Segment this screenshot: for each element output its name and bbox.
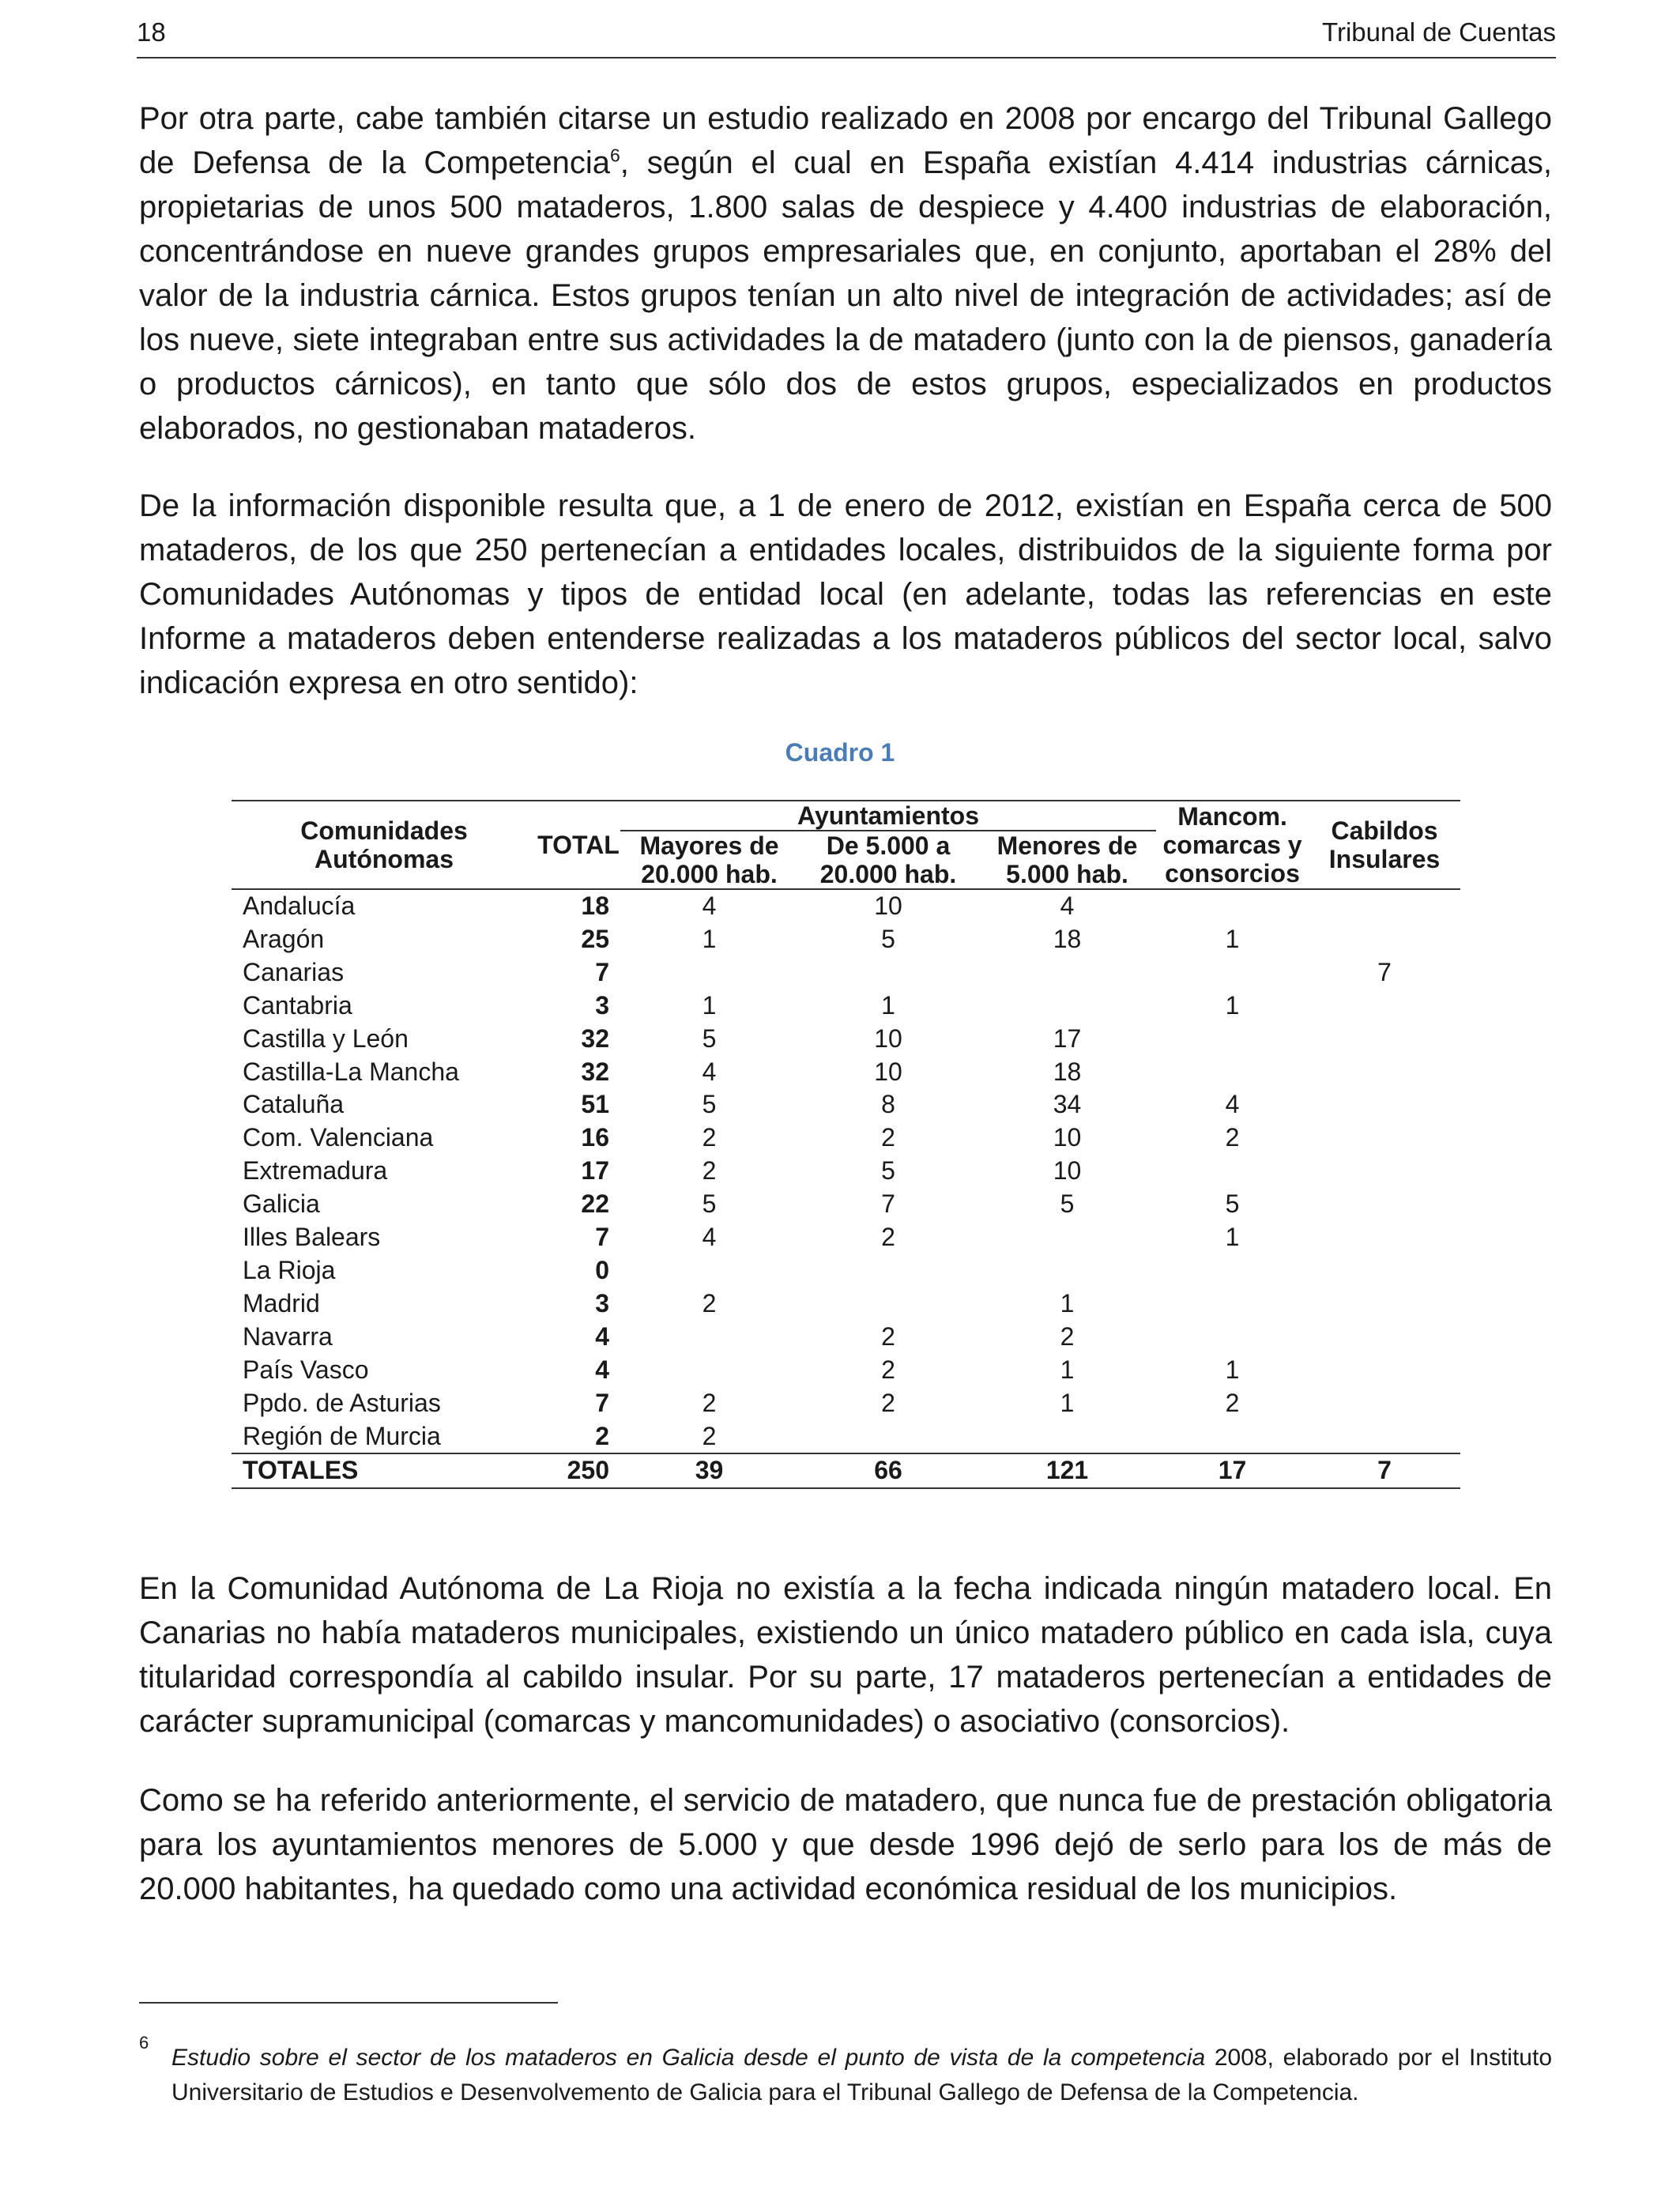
cell-name: Castilla y León (243, 1023, 409, 1053)
cell-mayores: 2 (702, 1388, 717, 1417)
cell-name: La Rioja (243, 1255, 336, 1284)
cell-cabildos (1309, 1420, 1460, 1454)
header-total: TOTAL (537, 801, 620, 889)
header-menores: Menores de (996, 831, 1138, 860)
cell-mancom: 2 (1225, 1123, 1240, 1152)
cell-mancom: 1 (1225, 1223, 1240, 1252)
totals-row (232, 1453, 1460, 1488)
cell-mancom: 1 (1225, 990, 1240, 1020)
cell-menores: 10 (1053, 1156, 1082, 1186)
footnote-reference[interactable]: 6 (610, 145, 620, 166)
cell-mancom (1156, 1420, 1309, 1454)
cell-total: 22 (581, 1189, 609, 1219)
cell-de5000: 8 (881, 1090, 895, 1119)
cell-mancom: 2 (1225, 1388, 1240, 1417)
cell-mancom (1156, 1155, 1309, 1188)
cell-menores: 10 (1053, 1123, 1082, 1152)
cell-mayores: 5 (702, 1189, 717, 1219)
cell-mancom (1156, 956, 1309, 990)
cell-mancom (1156, 1023, 1309, 1056)
cell-cabildos (1309, 1188, 1460, 1221)
header-mayores: Mayores de (639, 831, 779, 860)
cell-mayores: 5 (702, 1023, 717, 1053)
cell-mancom: 1 (1225, 1355, 1240, 1384)
cell-name: Navarra (243, 1321, 333, 1351)
cell-total: 3 (595, 1288, 609, 1318)
cell-mayores: 1 (702, 924, 717, 953)
cell-menores: 18 (1053, 924, 1082, 953)
cell-cabildos (1309, 1122, 1460, 1155)
cell-cabildos (1309, 1387, 1460, 1420)
paragraph-1-text-a: Por otra parte, cabe también citarse un estudio realizado en 2008 por encargo del Tribunal Gallego de Defensa de la Competencia (139, 101, 1552, 180)
footnote-separator (139, 2002, 558, 2004)
cell-mayores: 4 (702, 1223, 717, 1252)
header-cabildos: Cabildos Insulares (1309, 801, 1460, 889)
cell-total: 16 (581, 1123, 609, 1152)
cell-de5000 (798, 1254, 978, 1287)
cell-total: 17 (581, 1156, 609, 1186)
cell-de5000 (798, 956, 978, 990)
cell-mayores: 39 (620, 1453, 798, 1488)
header-de5000: De 5.000 a (826, 831, 951, 860)
cell-de5000: 5 (881, 924, 895, 953)
cell-total: 7 (595, 1388, 609, 1417)
paragraph-3: En la Comunidad Autónoma de La Rioja no existía a la fecha indicada ningún matadero local. En Canarias no había mataderos municipales, existiendo un único matadero público en cada isla, cuya titularidad correspondía al cabildo insular. Por su parte, 17 mataderos pertenecían a entidades de carácter supramunicipal (comarcas y mancomunidades) o asociativo (consorcios). (139, 1571, 1552, 1739)
cell-mancom (1156, 1254, 1309, 1287)
cell-mayores: 1 (702, 990, 717, 1020)
cell-de5000: 10 (874, 1023, 902, 1053)
cell-menores (978, 1420, 1156, 1454)
cell-total: 0 (595, 1255, 609, 1284)
paragraph-1-text-b: , según el cual en España existían 4.414 industrias cárnicas, propietarias de unos 500 mataderos, 1.800 salas de despiece y 4.400 industrias de elaboración, concentrándose en nueve grandes grupos empresariales que, en conjunto, aportaban el 28% del valor de la industria cárnica. Estos grupos tenían un alto nivel de integración de actividades; así de los nueve, siete integraban entre sus actividades la de matadero (junto con la de piensos, ganadería o productos cárnicos), en tanto que sólo dos de estos grupos, especializados en productos elaborados, no gestionaban mataderos. (139, 145, 1552, 446)
cell-cabildos (1309, 889, 1460, 923)
cell-de5000: 7 (881, 1189, 895, 1219)
cell-total: 32 (581, 1057, 609, 1086)
header-mayores-sub: 20.000 hab. (620, 860, 798, 889)
cell-de5000: 2 (881, 1321, 895, 1351)
header-ayuntamientos: Ayuntamientos (620, 801, 1156, 831)
cell-de5000 (798, 1420, 978, 1454)
paragraph-2: De la información disponible resulta que, a 1 de enero de 2012, existían en España cerca de 500 mataderos, de los que 250 pertenecían a entidades locales, distribuidos de la siguiente forma por Comunidades Autónomas y tipos de entidad local (en adelante, todas las referencias en este Informe a mataderos deben entenderse realizadas a los mataderos públicos del sector local, salvo indicación expresa en otro sentido): (139, 488, 1552, 700)
cell-total: 4 (595, 1321, 609, 1351)
cell-menores (978, 956, 1156, 990)
cell-cabildos: 7 (1309, 1453, 1460, 1488)
cell-total: 250 (537, 1453, 620, 1488)
cell-menores: 5 (1060, 1189, 1075, 1219)
cell-total: 4 (595, 1355, 609, 1384)
footnote-title: Estudio sobre el sector de los mataderos en Galicia desde el punto de vista de la competencia (171, 2045, 1206, 2071)
cell-total: 18 (581, 892, 609, 920)
table-caption: Cuadro 1 (785, 738, 895, 767)
cell-de5000: 5 (881, 1156, 895, 1186)
cell-total: 25 (581, 924, 609, 953)
footnote-text (171, 2041, 1552, 2110)
table-row (232, 1221, 1460, 1254)
cell-menores: 18 (1053, 1057, 1082, 1086)
cell-de5000: 66 (798, 1453, 978, 1488)
cell-name: Illes Balears (243, 1223, 381, 1252)
cell-name: País Vasco (243, 1355, 369, 1384)
cell-name: Cantabria (243, 990, 352, 1020)
cell-menores: 2 (1060, 1321, 1075, 1351)
cell-menores (978, 990, 1156, 1023)
cell-total: 3 (595, 990, 609, 1020)
cell-mayores: 4 (702, 1057, 717, 1086)
cell-cabildos (1309, 1354, 1460, 1387)
cell-mancom (1156, 889, 1309, 923)
footnote-body: 2008, elaborado por el Instituto Universitario de Estudios e Desenvolvemento de Galicia para el Tribunal Gallego de Defensa de la Competencia. (171, 2045, 1552, 2105)
cell-name: Aragón (243, 924, 325, 953)
cell-name: Andalucía (243, 892, 356, 920)
cell-mancom (1156, 1287, 1309, 1321)
cell-de5000: 2 (881, 1355, 895, 1384)
cell-de5000: 2 (881, 1388, 895, 1417)
cell-total: 7 (595, 1223, 609, 1252)
cell-menores: 17 (1053, 1023, 1082, 1053)
cell-menores: 4 (1060, 892, 1075, 920)
cell-mancom (1156, 1056, 1309, 1089)
cell-mancom (1156, 1321, 1309, 1354)
cell-total: 7 (595, 957, 609, 986)
cell-total: 32 (581, 1023, 609, 1053)
cell-menores: 1 (1060, 1288, 1075, 1318)
table-row (232, 1155, 1460, 1188)
cell-mayores: 4 (702, 892, 717, 920)
cell-menores: 34 (1053, 1090, 1082, 1119)
header-comunidades: Comunidades Autónomas (232, 801, 537, 889)
table-row (232, 956, 1460, 990)
cell-name: Galicia (243, 1189, 320, 1219)
cell-mancom: 17 (1156, 1453, 1309, 1488)
cell-mayores: 2 (702, 1156, 717, 1186)
cell-mayores: 2 (702, 1123, 717, 1152)
table-row (232, 1122, 1460, 1155)
cell-name: TOTALES (232, 1453, 537, 1488)
cell-mayores (620, 956, 798, 990)
cell-total: 2 (595, 1421, 609, 1450)
cell-menores: 1 (1060, 1388, 1075, 1417)
cell-de5000: 2 (881, 1223, 895, 1252)
cell-cabildos: 7 (1377, 957, 1392, 986)
cell-name: Extremadura (243, 1156, 388, 1186)
table-row (232, 1387, 1460, 1420)
cell-de5000: 1 (881, 990, 895, 1020)
cell-cabildos (1309, 923, 1460, 956)
cell-menores (978, 1254, 1156, 1287)
cell-cabildos (1309, 1155, 1460, 1188)
table-row (232, 1023, 1460, 1056)
cell-name: Com. Valenciana (243, 1123, 434, 1152)
table-row (232, 889, 1460, 923)
cell-cabildos (1309, 990, 1460, 1023)
table-row (232, 1188, 1460, 1221)
table-row (232, 1056, 1460, 1089)
cell-cabildos (1309, 1221, 1460, 1254)
table-row (232, 1254, 1460, 1287)
cell-cabildos (1309, 1056, 1460, 1089)
table-row (232, 1088, 1460, 1122)
cell-name: Cataluña (243, 1090, 345, 1119)
cell-cabildos (1309, 1287, 1460, 1321)
cell-name: Región de Murcia (243, 1421, 441, 1450)
table-row (232, 990, 1460, 1023)
page-number: 18 (137, 17, 166, 47)
page-header (137, 17, 1556, 58)
cell-mayores: 2 (702, 1421, 717, 1450)
cell-mancom: 5 (1225, 1189, 1240, 1219)
data-table-container (232, 800, 1460, 1489)
cell-mayores (620, 1254, 798, 1287)
cell-name: Castilla-La Mancha (243, 1057, 459, 1086)
cell-menores: 1 (1060, 1355, 1075, 1384)
cell-mayores (620, 1354, 798, 1387)
cell-mayores: 2 (702, 1288, 717, 1318)
cell-cabildos (1309, 1321, 1460, 1354)
cell-de5000: 2 (881, 1123, 895, 1152)
cell-menores (978, 1221, 1156, 1254)
cell-name: Ppdo. de Asturias (243, 1388, 441, 1417)
cell-mancom: 1 (1225, 924, 1240, 953)
cell-mancom: 4 (1225, 1090, 1240, 1119)
table-row (232, 923, 1460, 956)
table-row (232, 1354, 1460, 1387)
cell-mayores: 5 (702, 1090, 717, 1119)
mataderos-table (232, 800, 1460, 1489)
table-row (232, 1420, 1460, 1454)
cell-cabildos (1309, 1023, 1460, 1056)
table-row (232, 1321, 1460, 1354)
header-menores-sub: 5.000 hab. (978, 860, 1156, 889)
cell-cabildos (1309, 1254, 1460, 1287)
cell-menores: 121 (978, 1453, 1156, 1488)
table-row (232, 1287, 1460, 1321)
running-title: Tribunal de Cuentas (1322, 17, 1556, 47)
paragraph-1 (139, 96, 1552, 450)
paragraph-4: Como se ha referido anteriormente, el servicio de matadero, que nunca fue de prestación obligatoria para los ayuntamientos menores de 5.000 y que desde 1996 dejó de serlo para los de más de 20.000 habitantes, ha quedado como una actividad económica residual de los municipios. (139, 1783, 1552, 1906)
header-de5000-sub: 20.000 hab. (798, 860, 978, 889)
footnote-mark: 6 (139, 2033, 149, 2053)
cell-de5000 (798, 1287, 978, 1321)
cell-de5000: 10 (874, 1057, 902, 1086)
header-mancom: Mancom. comarcas y consorcios (1156, 801, 1309, 889)
cell-total: 51 (581, 1090, 609, 1119)
cell-name: Canarias (243, 957, 345, 986)
cell-cabildos (1309, 1088, 1460, 1122)
cell-mayores (620, 1321, 798, 1354)
cell-name: Madrid (243, 1288, 320, 1318)
table-body (232, 889, 1460, 1488)
cell-de5000: 10 (874, 892, 902, 920)
